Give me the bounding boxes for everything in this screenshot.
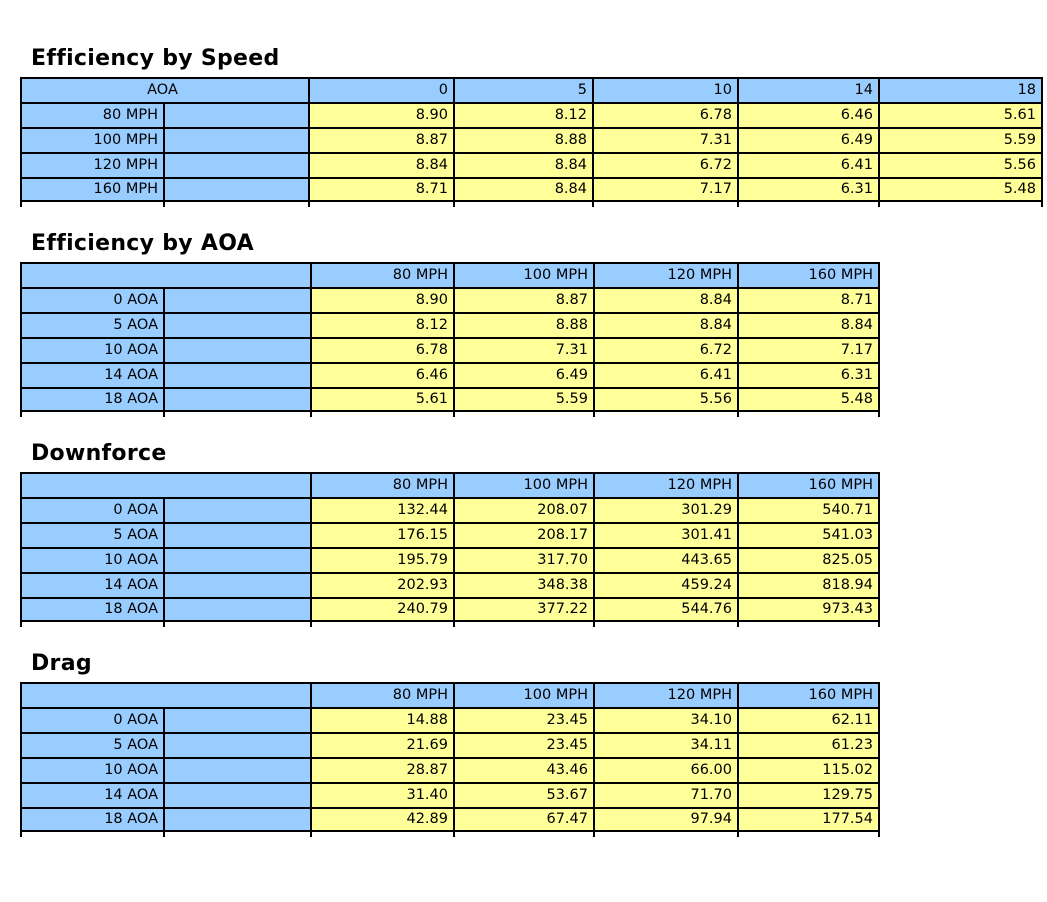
column-header-cell[interactable]: 100 MPH — [453, 262, 593, 287]
table-row — [20, 547, 880, 572]
spacer-cell[interactable] — [163, 177, 308, 202]
value-cell[interactable]: 34.10 — [593, 707, 737, 732]
table-row — [20, 312, 880, 337]
grid-stub-tick — [737, 412, 739, 417]
value-cell[interactable]: 176.15 — [310, 522, 453, 547]
spacer-cell[interactable] — [163, 547, 310, 572]
row-label-cell[interactable]: 14 AOA — [20, 362, 163, 387]
table-row — [20, 337, 880, 362]
grid-stub-tick — [163, 622, 165, 627]
value-cell[interactable]: 8.90 — [308, 102, 453, 127]
value-cell[interactable]: 42.89 — [310, 807, 453, 832]
value-cell[interactable]: 8.71 — [737, 287, 880, 312]
row-label-cell[interactable]: 18 AOA — [20, 807, 163, 832]
spacer-cell[interactable] — [163, 152, 308, 177]
value-cell[interactable]: 973.43 — [737, 597, 880, 622]
header-row — [20, 262, 880, 287]
section-drag — [20, 651, 1047, 837]
column-header-cell[interactable]: 100 MPH — [453, 472, 593, 497]
corner-header-cell[interactable] — [20, 682, 310, 707]
value-cell[interactable]: 8.84 — [453, 152, 592, 177]
grid-stub-tick — [453, 202, 455, 207]
table-row — [20, 807, 880, 832]
value-cell[interactable]: 14.88 — [310, 707, 453, 732]
value-cell[interactable]: 6.46 — [737, 102, 878, 127]
grid-stub-tick — [453, 832, 455, 837]
column-header-cell[interactable]: 14 — [737, 77, 878, 102]
corner-header-cell[interactable]: AOA — [20, 77, 308, 102]
spacer-cell[interactable] — [163, 572, 310, 597]
column-header-cell[interactable]: 120 MPH — [593, 472, 737, 497]
value-cell[interactable]: 240.79 — [310, 597, 453, 622]
row-label-cell[interactable]: 120 MPH — [20, 152, 163, 177]
row-label-cell[interactable]: 160 MPH — [20, 177, 163, 202]
spacer-cell[interactable] — [163, 287, 310, 312]
table-row — [20, 362, 880, 387]
table-row — [20, 522, 880, 547]
value-cell[interactable]: 5.61 — [878, 102, 1043, 127]
row-label-cell[interactable]: 5 AOA — [20, 522, 163, 547]
value-cell[interactable]: 459.24 — [593, 572, 737, 597]
table-efficiency-by-speed — [20, 77, 1043, 202]
value-cell[interactable]: 7.31 — [592, 127, 737, 152]
value-cell[interactable]: 8.84 — [593, 312, 737, 337]
spacer-cell[interactable] — [163, 807, 310, 832]
grid-stub-tick — [20, 202, 22, 207]
value-cell[interactable]: 43.46 — [453, 757, 593, 782]
value-cell[interactable]: 5.59 — [878, 127, 1043, 152]
value-cell[interactable]: 6.72 — [593, 337, 737, 362]
grid-stub-tick — [310, 412, 312, 417]
value-cell[interactable]: 348.38 — [453, 572, 593, 597]
value-cell[interactable]: 8.71 — [308, 177, 453, 202]
row-label-cell[interactable]: 100 MPH — [20, 127, 163, 152]
header-row — [20, 77, 1043, 102]
value-cell[interactable]: 8.87 — [453, 287, 593, 312]
table-efficiency-by-aoa — [20, 262, 880, 412]
grid-stub-tick — [737, 202, 739, 207]
value-cell[interactable]: 23.45 — [453, 732, 593, 757]
table-title-efficiency-by-aoa: Efficiency by AOA — [31, 231, 254, 256]
column-header-cell[interactable]: 100 MPH — [453, 682, 593, 707]
value-cell[interactable]: 7.17 — [592, 177, 737, 202]
spacer-cell[interactable] — [163, 732, 310, 757]
column-header-cell[interactable]: 160 MPH — [737, 262, 880, 287]
grid-stub-tick — [453, 622, 455, 627]
value-cell[interactable]: 31.40 — [310, 782, 453, 807]
row-label-cell[interactable]: 18 AOA — [20, 597, 163, 622]
value-cell[interactable]: 8.88 — [453, 127, 592, 152]
value-cell[interactable]: 208.07 — [453, 497, 593, 522]
spacer-cell[interactable] — [163, 312, 310, 337]
table-row — [20, 102, 1043, 127]
grid-stub-tick — [163, 412, 165, 417]
column-header-cell[interactable]: 10 — [592, 77, 737, 102]
section-efficiency-by-aoa — [20, 231, 1047, 417]
table-row — [20, 757, 880, 782]
value-cell[interactable]: 202.93 — [310, 572, 453, 597]
value-cell[interactable]: 28.87 — [310, 757, 453, 782]
column-header-cell[interactable]: 120 MPH — [593, 682, 737, 707]
value-cell[interactable]: 8.12 — [453, 102, 592, 127]
value-cell[interactable]: 8.84 — [453, 177, 592, 202]
value-cell[interactable]: 377.22 — [453, 597, 593, 622]
value-cell[interactable]: 6.31 — [737, 177, 878, 202]
grid-stub-tick — [310, 832, 312, 837]
row-label-cell[interactable]: 10 AOA — [20, 757, 163, 782]
table-row — [20, 152, 1043, 177]
table-row — [20, 497, 880, 522]
value-cell[interactable]: 67.47 — [453, 807, 593, 832]
grid-stub-tick — [593, 832, 595, 837]
table-title-efficiency-by-speed: Efficiency by Speed — [31, 46, 280, 71]
value-cell[interactable]: 5.48 — [737, 387, 880, 412]
table-row — [20, 572, 880, 597]
grid-stub-tick — [592, 202, 594, 207]
value-cell[interactable]: 8.88 — [453, 312, 593, 337]
value-cell[interactable]: 6.78 — [592, 102, 737, 127]
column-header-cell[interactable]: 0 — [308, 77, 453, 102]
value-cell[interactable]: 8.84 — [593, 287, 737, 312]
value-cell[interactable]: 71.70 — [593, 782, 737, 807]
value-cell[interactable]: 7.17 — [737, 337, 880, 362]
table-row — [20, 177, 1043, 202]
value-cell[interactable]: 61.23 — [737, 732, 880, 757]
grid-stub-tick — [878, 622, 880, 627]
grid-stub-tick — [593, 622, 595, 627]
value-cell[interactable]: 818.94 — [737, 572, 880, 597]
spacer-cell[interactable] — [163, 127, 308, 152]
value-cell[interactable]: 195.79 — [310, 547, 453, 572]
table-title-drag: Drag — [31, 651, 92, 676]
table-row — [20, 287, 880, 312]
header-row — [20, 472, 880, 497]
corner-header-cell[interactable] — [20, 472, 310, 497]
grid-stub-tick — [20, 622, 22, 627]
value-cell[interactable]: 544.76 — [593, 597, 737, 622]
value-cell[interactable]: 21.69 — [310, 732, 453, 757]
row-label-cell[interactable]: 10 AOA — [20, 547, 163, 572]
spacer-cell[interactable] — [163, 497, 310, 522]
value-cell[interactable]: 6.78 — [310, 337, 453, 362]
column-header-cell[interactable]: 80 MPH — [310, 682, 453, 707]
grid-stub-tick — [737, 622, 739, 627]
value-cell[interactable]: 443.65 — [593, 547, 737, 572]
table-row — [20, 707, 880, 732]
value-cell[interactable]: 23.45 — [453, 707, 593, 732]
row-label-cell[interactable]: 0 AOA — [20, 707, 163, 732]
value-cell[interactable]: 5.59 — [453, 387, 593, 412]
value-cell[interactable]: 6.49 — [737, 127, 878, 152]
value-cell[interactable]: 5.48 — [878, 177, 1043, 202]
value-cell[interactable]: 541.03 — [737, 522, 880, 547]
value-cell[interactable]: 301.41 — [593, 522, 737, 547]
table-row — [20, 782, 880, 807]
row-label-cell[interactable]: 14 AOA — [20, 782, 163, 807]
value-cell[interactable]: 208.17 — [453, 522, 593, 547]
spacer-cell[interactable] — [163, 522, 310, 547]
spacer-cell[interactable] — [163, 102, 308, 127]
column-header-cell[interactable]: 120 MPH — [593, 262, 737, 287]
spacer-cell[interactable] — [163, 337, 310, 362]
spacer-cell[interactable] — [163, 757, 310, 782]
value-cell[interactable]: 6.46 — [310, 362, 453, 387]
value-cell[interactable]: 97.94 — [593, 807, 737, 832]
column-header-cell[interactable]: 18 — [878, 77, 1043, 102]
value-cell[interactable]: 317.70 — [453, 547, 593, 572]
spacer-cell[interactable] — [163, 362, 310, 387]
row-label-cell[interactable]: 18 AOA — [20, 387, 163, 412]
grid-stub-tick — [308, 202, 310, 207]
value-cell[interactable]: 8.84 — [308, 152, 453, 177]
value-cell[interactable]: 6.49 — [453, 362, 593, 387]
grid-stub-tick — [20, 412, 22, 417]
column-header-cell[interactable]: 80 MPH — [310, 472, 453, 497]
row-label-cell[interactable]: 5 AOA — [20, 312, 163, 337]
value-cell[interactable]: 8.87 — [308, 127, 453, 152]
grid-stub-tick — [878, 412, 880, 417]
value-cell[interactable]: 53.67 — [453, 782, 593, 807]
value-cell[interactable]: 8.90 — [310, 287, 453, 312]
row-label-cell[interactable]: 10 AOA — [20, 337, 163, 362]
value-cell[interactable]: 825.05 — [737, 547, 880, 572]
table-drag — [20, 682, 880, 832]
row-label-cell[interactable]: 0 AOA — [20, 497, 163, 522]
grid-stub-tick — [593, 412, 595, 417]
column-header-cell[interactable]: 160 MPH — [737, 682, 880, 707]
table-row — [20, 387, 880, 412]
value-cell[interactable]: 62.11 — [737, 707, 880, 732]
spacer-cell[interactable] — [163, 597, 310, 622]
grid-border-stubs — [20, 202, 1043, 207]
value-cell[interactable]: 301.29 — [593, 497, 737, 522]
grid-border-stubs — [20, 412, 880, 417]
spacer-cell[interactable] — [163, 707, 310, 732]
value-cell[interactable]: 540.71 — [737, 497, 880, 522]
grid-stub-tick — [310, 622, 312, 627]
row-label-cell[interactable]: 0 AOA — [20, 287, 163, 312]
value-cell[interactable]: 115.02 — [737, 757, 880, 782]
row-label-cell[interactable]: 80 MPH — [20, 102, 163, 127]
value-cell[interactable]: 177.54 — [737, 807, 880, 832]
value-cell[interactable]: 6.31 — [737, 362, 880, 387]
table-downforce — [20, 472, 880, 622]
table-row — [20, 732, 880, 757]
value-cell[interactable]: 6.41 — [737, 152, 878, 177]
grid-stub-tick — [1041, 202, 1043, 207]
value-cell[interactable]: 6.72 — [592, 152, 737, 177]
value-cell[interactable]: 8.84 — [737, 312, 880, 337]
value-cell[interactable]: 34.11 — [593, 732, 737, 757]
spacer-cell[interactable] — [163, 387, 310, 412]
grid-stub-tick — [737, 832, 739, 837]
column-header-cell[interactable]: 5 — [453, 77, 592, 102]
spacer-cell[interactable] — [163, 782, 310, 807]
column-header-cell[interactable]: 80 MPH — [310, 262, 453, 287]
grid-border-stubs — [20, 622, 880, 627]
grid-border-stubs — [20, 832, 880, 837]
grid-stub-tick — [878, 832, 880, 837]
grid-stub-tick — [163, 202, 165, 207]
value-cell[interactable]: 129.75 — [737, 782, 880, 807]
section-downforce — [20, 441, 1047, 627]
grid-stub-tick — [20, 832, 22, 837]
corner-header-cell[interactable] — [20, 262, 310, 287]
grid-stub-tick — [453, 412, 455, 417]
value-cell[interactable]: 7.31 — [453, 337, 593, 362]
row-label-cell[interactable]: 14 AOA — [20, 572, 163, 597]
value-cell[interactable]: 66.00 — [593, 757, 737, 782]
grid-stub-tick — [878, 202, 880, 207]
value-cell[interactable]: 6.41 — [593, 362, 737, 387]
table-row — [20, 597, 880, 622]
table-row — [20, 127, 1043, 152]
table-title-downforce: Downforce — [31, 441, 167, 466]
value-cell[interactable]: 8.12 — [310, 312, 453, 337]
value-cell[interactable]: 5.56 — [878, 152, 1043, 177]
header-row — [20, 682, 880, 707]
section-efficiency-by-speed — [20, 46, 1047, 207]
value-cell[interactable]: 5.56 — [593, 387, 737, 412]
row-label-cell[interactable]: 5 AOA — [20, 732, 163, 757]
column-header-cell[interactable]: 160 MPH — [737, 472, 880, 497]
value-cell[interactable]: 5.61 — [310, 387, 453, 412]
grid-stub-tick — [163, 832, 165, 837]
value-cell[interactable]: 132.44 — [310, 497, 453, 522]
